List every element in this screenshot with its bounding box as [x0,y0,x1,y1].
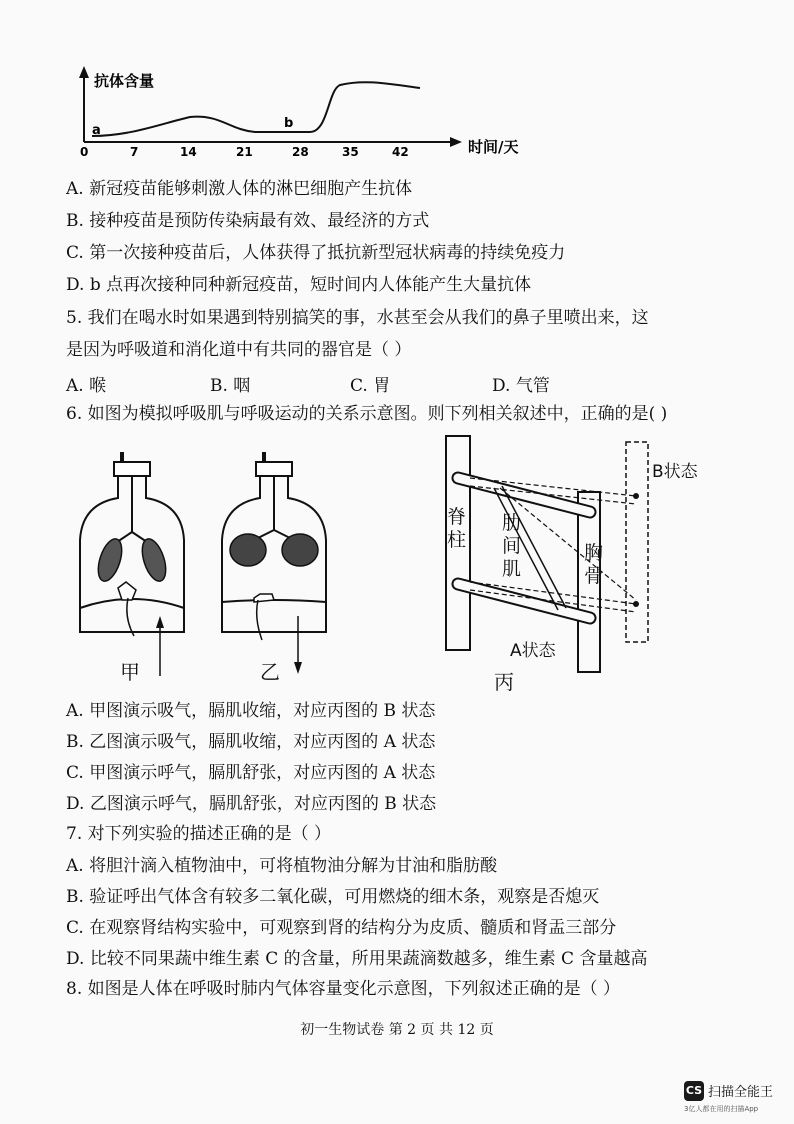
q5-stem-2: 是因为呼吸道和消化道中有共同的器官是（ ） [66,340,412,360]
label-sternum: 胸骨 [584,542,604,587]
label-bing: 丙 [494,670,514,694]
q7-option-a: A. 将胆汁滴入植物油中，可将植物油分解为甘油和脂肪酸 [66,856,498,876]
q6-option-b: B. 乙图演示吸气，膈肌收缩，对应丙图的 A 状态 [66,732,436,752]
q4-option-a: A. 新冠疫苗能够刺激人体的淋巴细胞产生抗体 [66,179,413,199]
label-state-a: A状态 [510,641,556,661]
tick: 21 [236,145,253,159]
tick: 42 [392,145,409,159]
b-state-dashed [626,442,648,642]
q5-option-a: A. 喉 [66,376,107,396]
q5-option-b: B. 咽 [210,376,251,396]
antibody-graph [70,62,570,160]
q6-option-d: D. 乙图演示呼气，膈肌舒张，对应丙图的 B 状态 [66,794,437,814]
tick: 0 [80,145,89,159]
q4-option-b: B. 接种疫苗是预防传染病最有效、最经济的方式 [66,211,430,231]
q7-option-b: B. 验证呼出气体含有较多二氧化碳，可用燃烧的细木条，观察是否熄灭 [66,887,600,907]
q7-option-c: C. 在观察肾结构实验中，可观察到肾的结构分为皮质、髓质和肾盂三部分 [66,918,617,938]
tick: 28 [292,145,309,159]
scanner-logo: CS [684,1081,704,1101]
page-footer: 初一生物试卷 第 2 页 共 12 页 [300,1022,494,1038]
q4-option-d: D. b 点再次接种同种新冠疫苗，短时间内人体能产生大量抗体 [66,275,532,295]
y-axis-arrow [79,66,89,78]
label-jia: 甲 [120,660,140,684]
bell-jar-yi [214,440,334,680]
point-b-label: b [284,116,294,131]
label-state-b: B状态 [652,462,698,482]
ylabel: 抗体含量 [94,72,155,90]
q5-stem-1: 5. 我们在喝水时如果遇到特别搞笑的事，水甚至会从我们的鼻子里喷出来，这 [66,308,649,328]
point-a-label: a [92,123,101,138]
tick: 35 [342,145,359,159]
label-intercostal: 肋间肌 [502,512,522,580]
q6-stem: 6. 如图为模拟呼吸肌与呼吸运动的关系示意图。则下列相关叙述中，正确的是( ) [66,404,668,424]
tick: 14 [180,145,197,159]
q5-options [0,371,794,395]
q4-option-c: C. 第一次接种疫苗后，人体获得了抵抗新型冠状病毒的持续免疫力 [66,243,566,263]
tick: 7 [130,145,139,159]
scanner-badge [684,1079,788,1117]
q6-option-c: C. 甲图演示呼气，膈肌舒张，对应丙图的 A 状态 [66,763,436,783]
label-yi: 乙 [260,660,280,684]
antibody-curve [92,82,420,136]
q7-option-d: D. 比较不同果蔬中维生素 C 的含量，所用果蔬滴数越多，维生素 C 含量越高 [66,949,648,969]
q5-option-c: C. 胃 [350,376,391,396]
q8-stem: 8. 如图是人体在呼吸时肺内气体容量变化示意图，下列叙述正确的是（ ） [66,979,621,999]
q5-option-d: D. 气管 [492,376,550,396]
q7-stem: 7. 对下列实验的描述正确的是（ ） [66,824,332,844]
xlabel: 时间/天 [468,138,519,156]
bell-jar-jia [72,440,192,680]
scanner-tagline: 3亿人都在用的扫描App [684,1105,759,1113]
x-axis-arrow [450,137,462,147]
q6-option-a: A. 甲图演示吸气，膈肌收缩，对应丙图的 B 状态 [66,701,436,721]
scanner-name: 扫描全能王 [708,1085,774,1100]
label-spine: 脊柱 [447,506,467,551]
